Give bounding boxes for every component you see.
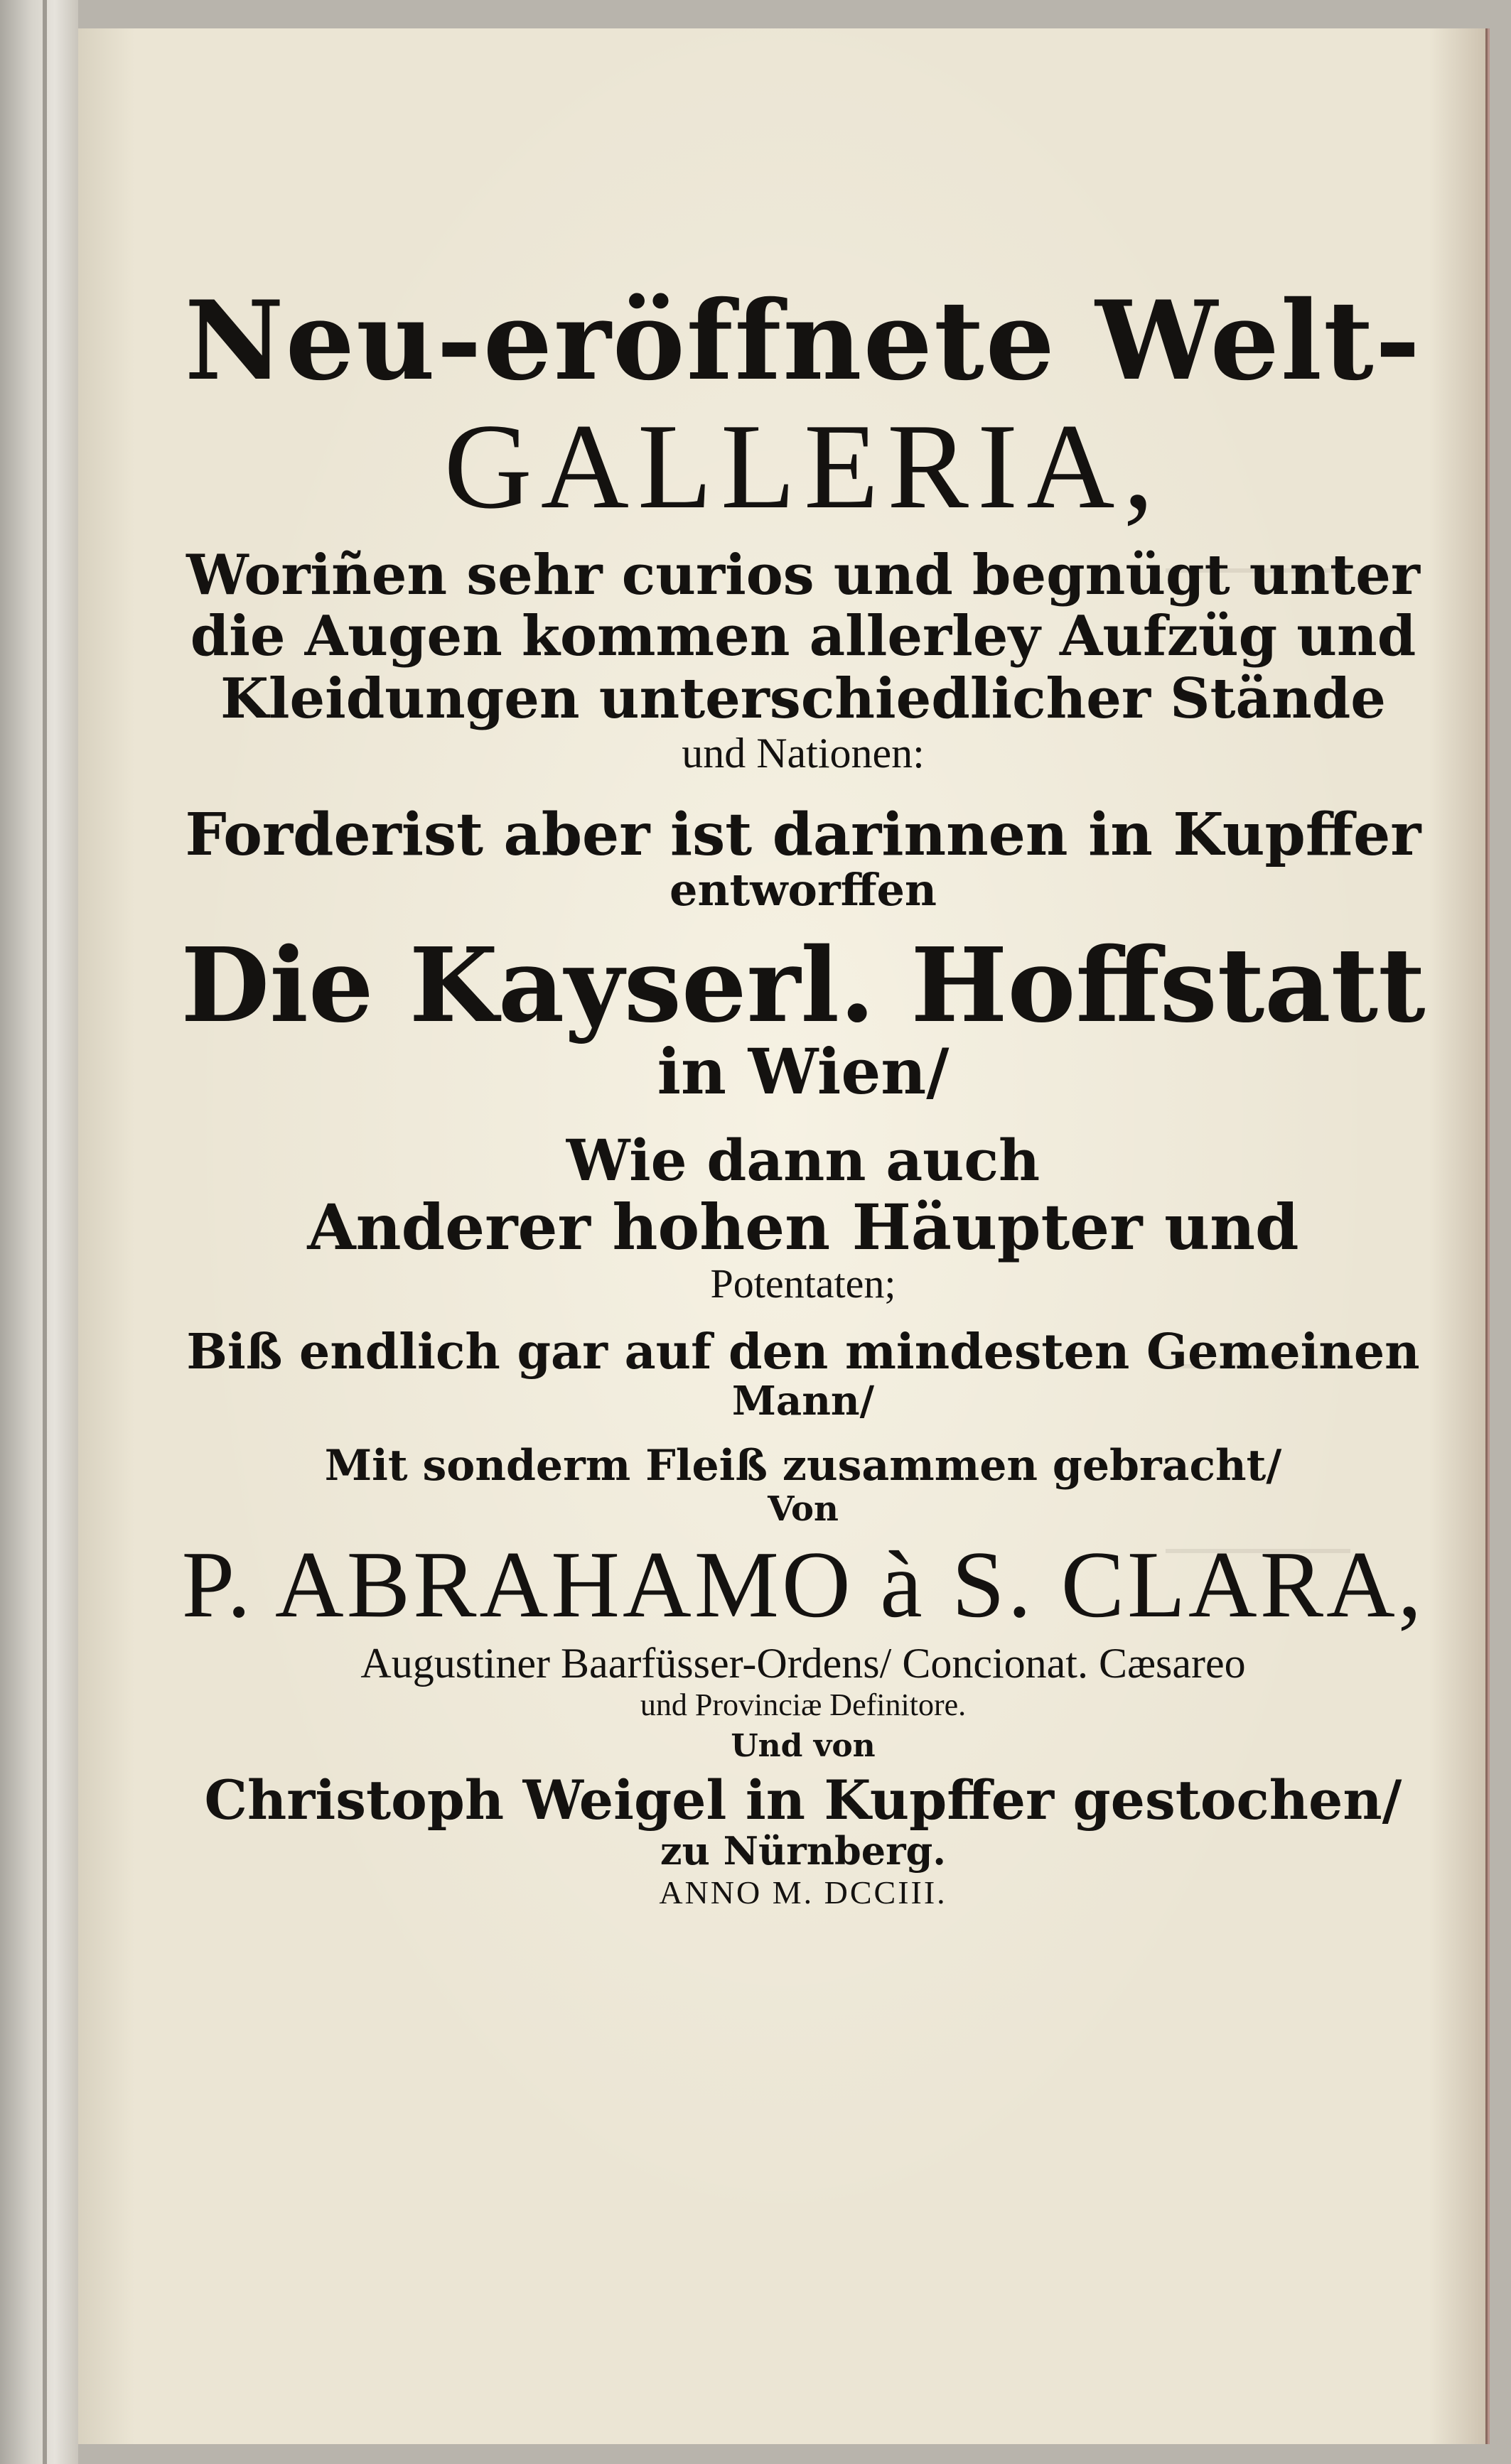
author-title: und Provinciæ Definitore. <box>640 1687 967 1723</box>
author-name: P. ABRAHAMO à S. CLARA, <box>181 1531 1425 1637</box>
subtitle-line-1: Woriñen sehr curios und begnügt unter <box>186 543 1420 608</box>
und-von-line: Und von <box>731 1728 876 1765</box>
main-title-line-1: Neu-eröffnete Welt- <box>184 277 1422 405</box>
main-title-line-2: GALLERIA, <box>443 399 1163 534</box>
subtitle-line-3: Kleidungen unterschiedlicher Stände <box>220 666 1386 732</box>
continuation-line-2: Anderer hohen Häupter und <box>307 1189 1299 1264</box>
von-line: Von <box>768 1489 839 1530</box>
continuation-line-3: Potentaten; <box>710 1260 896 1307</box>
subtitle-line-5: Forderist aber ist darinnen in Kupffer <box>185 800 1421 869</box>
spine-fold-line <box>43 0 47 2464</box>
continuation-line-4: Biß endlich gar auf den mindesten Gemeinen <box>186 1323 1420 1380</box>
engraver-line: Christoph Weigel in Kupffer gestochen/ <box>204 1768 1402 1832</box>
place-line: zu Nürnberg. <box>660 1828 947 1874</box>
book-spine-edge <box>0 0 78 2464</box>
compiled-by-line: Mit sonderm Fleiß zusammen gebracht/ <box>324 1441 1282 1491</box>
subtitle-line-4: und Nationen: <box>682 729 925 777</box>
publication-year: ANNO M. DCCIII. <box>659 1874 947 1911</box>
title-text-block <box>178 277 1429 1911</box>
feature-location: in Wien/ <box>657 1034 950 1109</box>
author-order: Augustiner Baarfüsser-Ordens/ Concionat. Cæsareo <box>360 1640 1246 1687</box>
feature-title: Die Kayserl. Hoffstatt <box>181 925 1426 1046</box>
subtitle-line-2: die Augen kommen allerley Aufzüg und <box>190 604 1416 669</box>
continuation-line-1: Wie dann auch <box>566 1126 1041 1194</box>
continuation-line-5: Mann/ <box>731 1378 875 1425</box>
title-page <box>78 28 1485 2444</box>
subtitle-line-6: entworffen <box>670 864 937 916</box>
